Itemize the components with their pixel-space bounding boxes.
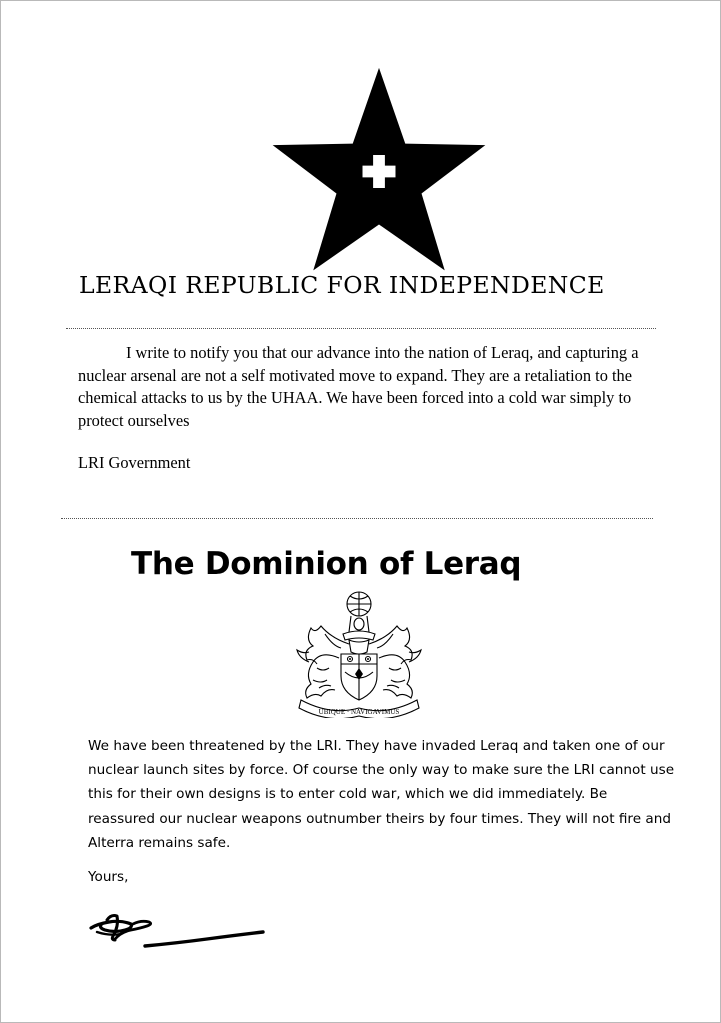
- dotted-divider-top: [66, 328, 656, 329]
- lri-letter-body: [78, 342, 668, 432]
- handwritten-signature-icon: [87, 906, 269, 952]
- lri-signoff: LRI Government: [78, 453, 191, 472]
- lri-heading: LERAQI REPUBLIC FOR INDEPENDENCE: [79, 271, 605, 299]
- dominion-signoff: Yours,: [88, 869, 129, 885]
- lri-letter-text: I write to notify you that our advance into the nation of Leraq, and capturing a nuclear arsenal are not a self motivated move to expand. They are a retaliation to the chemical attacks to us by the UHAA. We have been forced into a cold war simply to protect ourselves: [78, 343, 639, 430]
- star-cross-emblem-icon: [260, 62, 498, 274]
- dotted-divider-bottom: [61, 518, 653, 519]
- dominion-heading: The Dominion of Leraq: [131, 546, 522, 582]
- crest-motto: UBIQUE · NAVIGAVIMUS: [318, 708, 400, 716]
- coat-of-arms-icon: [291, 588, 427, 718]
- dominion-letter-body: We have been threatened by the LRI. They have invaded Leraq and taken one of our nuclear launch sites by force. Of course the only way to make sure the LRI cannot use this for their own designs is to enter cold war, which we did immediately. Be reassured our nuclear weapons outnumber theirs by four times. They will not fire and Alterra remains safe.: [88, 738, 675, 851]
